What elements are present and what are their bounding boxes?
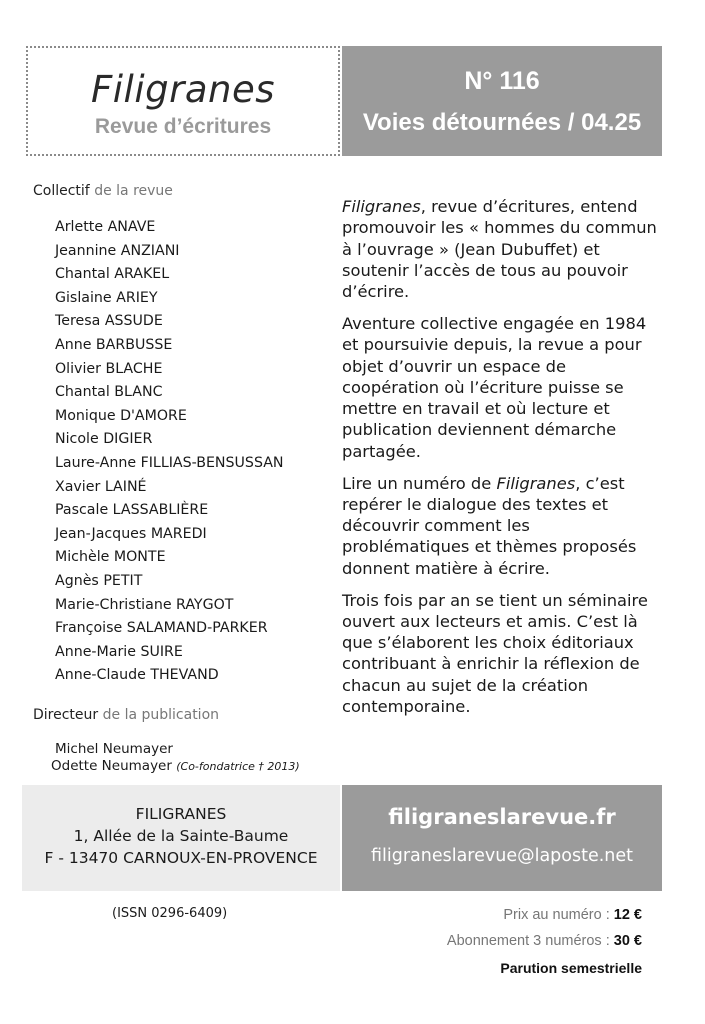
list-item: Nicole DIGIER [55,431,153,448]
paragraph [342,196,660,302]
address-line: FILIGRANES [135,805,227,823]
issue-number: N° 116 [464,67,540,95]
list-item: Gislaine ARIEY [55,289,158,306]
director-heading-word: Directeur [33,707,99,723]
collectif-heading-word-3: la revue [116,183,173,199]
price-per-issue [503,905,642,925]
list-item: Chantal ARAKEL [55,266,170,283]
journal-name-em: Filigranes [496,473,576,493]
subscription-price [447,931,642,951]
website-link[interactable]: filigraneslarevue.fr [388,805,616,829]
price-label: Prix au numéro : [503,907,614,923]
list-item: Teresa ASSUDE [55,313,163,330]
issue-theme: Voies détournées / 04.25 [362,109,642,136]
list-item: Olivier BLACHE [55,360,163,377]
director-name: Michel Neumayer [55,741,173,757]
paragraph: Aventure collective engagée en 1984 et poursuivie depuis, la revue a pour objet d’ouvrir un espace de coopération où l’écriture puisse se mettre en travail et où lecture et publication deviennent démarche partagée. [342,313,647,461]
journal-name-em: Filigranes [342,197,421,216]
journal-subtitle: Revue d’écritures [94,115,272,138]
paragraph [342,473,660,579]
list-item: Françoise SALAMAND-PARKER [55,620,268,637]
director-heading [33,706,219,724]
collectif-member-list [55,216,284,688]
collectif-heading [33,182,173,200]
collectif-heading-word-1: Collectif [33,183,90,199]
list-item: Monique D'AMORE [55,407,187,424]
list-item: Michèle MONTE [55,549,166,566]
cofounder-note: (Co-fondatrice † 2013) [176,760,300,773]
list-item: Pascale LASSABLIÈRE [55,502,209,519]
list-item: Laure-Anne FILLIAS-BENSUSSAN [55,454,284,471]
masthead-title-box [26,46,340,156]
paragraph: Trois fois par an se tient un séminaire ouvert aux lecteurs et amis. C’est là que s’élaborent les choix éditoriaux contribuant à enrichir la réflexion de chacun au sujet de la création contemporaine. [342,590,648,717]
publication-frequency: Parution semestrielle [500,960,642,976]
list-item: Chantal BLANC [55,384,163,401]
email-link[interactable]: filigraneslarevue@laposte.net [370,846,634,866]
list-item: Anne BARBUSSE [55,336,173,353]
subscription-value: 30 € [613,933,642,949]
paragraph-text: Lire un numéro de [342,473,497,493]
contact-box [342,785,662,891]
list-item: Xavier LAINÉ [55,478,147,495]
price-value: 12 € [613,907,642,923]
issn-number: (ISSN 0296-6409) [112,906,228,921]
cofounder-line [51,757,300,776]
list-item: Jeannine ANZIANI [55,242,180,259]
list-item: Marie-Christiane RAYGOT [55,596,234,613]
list-item: Arlette ANAVE [55,219,156,235]
list-item: Jean-Jacques MAREDI [55,525,207,542]
postal-address-box [22,785,340,891]
director-heading-rest: de la publication [102,707,220,723]
subscription-label: Abonnement 3 numéros : [446,933,614,949]
address-line: F - 13470 CARNOUX-EN-PROVENCE [44,849,318,867]
list-item: Anne-Marie SUIRE [55,643,183,660]
masthead-issue-box [342,46,662,156]
list-item: Anne-Claude THEVAND [55,667,219,684]
list-item: Agnès PETIT [55,572,143,589]
collectif-heading-word-2: de [94,183,112,199]
presentation-text [342,196,660,728]
paragraph-text: , revue d’écritures, entend promouvoir les « hommes du commun à l’ouvrage » (Jean Dubuffet) et soutenir l’accès de tous au pouvoir d’écrire. [342,197,657,302]
address-line: 1, Allée de la Sainte-Baume [73,827,289,845]
paragraph-text: , c’est repérer le dialogue des textes et découvrir comment les problématiques et thèmes proposés donnent matière à écrire. [342,473,637,578]
journal-title: Filigranes [91,68,275,111]
cofounder-name: Odette Neumayer [51,758,172,774]
